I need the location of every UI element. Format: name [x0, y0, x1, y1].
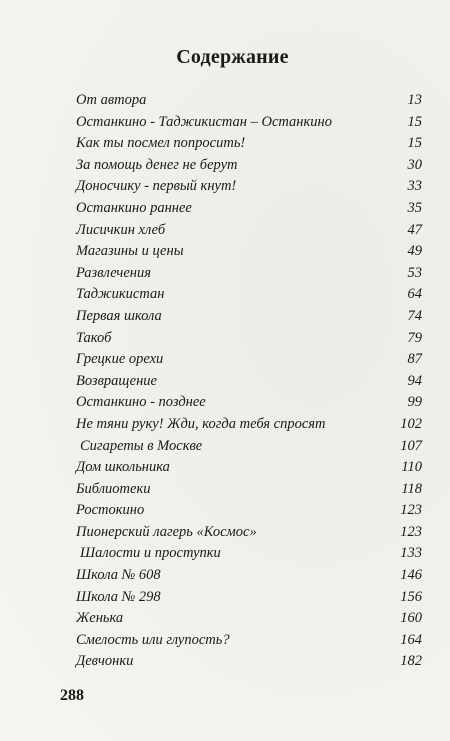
toc-entry: [76, 587, 422, 609]
toc-entry: [76, 414, 422, 436]
toc-entry: [76, 349, 422, 371]
toc-entry-title: Как ты посмел попросить!: [76, 135, 246, 152]
toc-entry-page: 13: [407, 92, 422, 108]
toc-entry: [76, 155, 422, 177]
toc-entry-page: 79: [407, 329, 422, 346]
toc-entry-page: 74: [407, 307, 422, 324]
toc-entry-title: Дом школьника: [76, 459, 170, 476]
toc-entry-title: Девчонки: [76, 653, 134, 670]
toc-entry-page: 15: [407, 135, 422, 152]
toc-entry-title: Пионерский лагерь «Космос»: [76, 523, 257, 540]
toc-entry: [76, 284, 422, 306]
toc-entry-page: 107: [400, 437, 422, 454]
toc-entry: [76, 371, 422, 393]
toc-entry: [76, 90, 422, 112]
toc-entry-title: Женька: [76, 610, 124, 627]
toc-entry-page: 94: [407, 372, 422, 389]
toc-entry: [76, 392, 422, 414]
toc-entry-page: 102: [400, 415, 422, 432]
toc-entry-page: 146: [400, 567, 422, 584]
toc-entry: [76, 479, 422, 501]
toc-entry-title: За помощь денег не берут: [76, 156, 238, 173]
toc-entry: [76, 241, 422, 263]
toc-entry-page: 64: [407, 286, 422, 303]
toc-entry-page: 35: [407, 199, 422, 216]
toc-entry: [76, 608, 422, 630]
toc-entry: [76, 436, 422, 458]
toc-entry: [76, 133, 422, 155]
toc-entry: [76, 543, 422, 565]
toc-entry-title: Школа № 298: [76, 588, 161, 605]
toc-entry-page: 123: [400, 502, 422, 519]
toc-entry-page: 87: [407, 351, 422, 368]
toc-entry: [76, 522, 422, 544]
toc-entry-title: Первая школа: [76, 307, 162, 324]
toc-entry-title: Школа № 608: [76, 567, 161, 584]
toc-entry: [76, 630, 422, 652]
toc-entry: [76, 112, 422, 134]
toc-entry-page: 49: [407, 243, 422, 260]
toc-entry: [76, 651, 422, 673]
toc-entry-page: 15: [407, 113, 422, 130]
toc-entry: [76, 220, 422, 242]
toc-entry-page: 164: [400, 631, 422, 648]
page-title: Содержание: [176, 46, 289, 68]
toc-entry-page: 160: [400, 610, 422, 627]
toc-entry-title: Грецкие орехи: [76, 351, 164, 368]
toc-entry-page: 182: [400, 653, 422, 670]
page-number: 288: [60, 687, 84, 704]
toc-entry-title: Останкино раннее: [76, 199, 192, 216]
table-of-contents: [76, 90, 422, 673]
toc-entry-title: Смелость или глупость?: [76, 631, 230, 648]
toc-entry-page: 133: [400, 545, 422, 562]
toc-entry: [76, 306, 422, 328]
toc-entry-page: 47: [407, 221, 422, 238]
toc-entry: [76, 176, 422, 198]
toc-entry: [76, 500, 422, 522]
toc-entry: [76, 263, 422, 285]
toc-entry-title: Возвращение: [76, 372, 157, 389]
toc-entry-title: Библиотеки: [76, 480, 151, 497]
toc-entry-title: Такоб: [76, 329, 112, 346]
toc-entry-title: Не тяни руку! Жди, когда тебя спросят: [76, 415, 326, 432]
toc-entry-title: Останкино - позднее: [76, 394, 206, 411]
toc-entry-title: Сигареты в Москве: [80, 437, 203, 454]
toc-entry-page: 156: [400, 588, 422, 605]
toc-entry-title: Таджикистан: [76, 286, 165, 303]
toc-entry-page: 110: [401, 459, 422, 476]
toc-entry-title: Лисичкин хлеб: [76, 221, 166, 238]
toc-entry-title: Ростокино: [76, 502, 145, 519]
toc-entry-page: 118: [401, 480, 422, 497]
toc-entry: [76, 198, 422, 220]
toc-entry: [76, 457, 422, 479]
toc-entry-page: 99: [407, 394, 422, 411]
toc-entry-title: Доносчику - первый кнут!: [76, 178, 237, 195]
toc-entry-page: 30: [407, 156, 422, 173]
toc-entry-title: Магазины и цены: [76, 243, 184, 260]
toc-entry-title: Развлечения: [76, 264, 151, 281]
toc-entry: [76, 565, 422, 587]
toc-entry-page: 53: [407, 264, 422, 281]
toc-entry-title: Останкино - Таджикистан – Останкино: [76, 113, 332, 130]
toc-entry-title: Шалости и проступки: [80, 545, 221, 562]
toc-entry: [76, 328, 422, 350]
toc-entry-page: 33: [407, 178, 422, 195]
toc-entry-page: 123: [400, 523, 422, 540]
toc-entry-title: От автора: [76, 92, 147, 108]
